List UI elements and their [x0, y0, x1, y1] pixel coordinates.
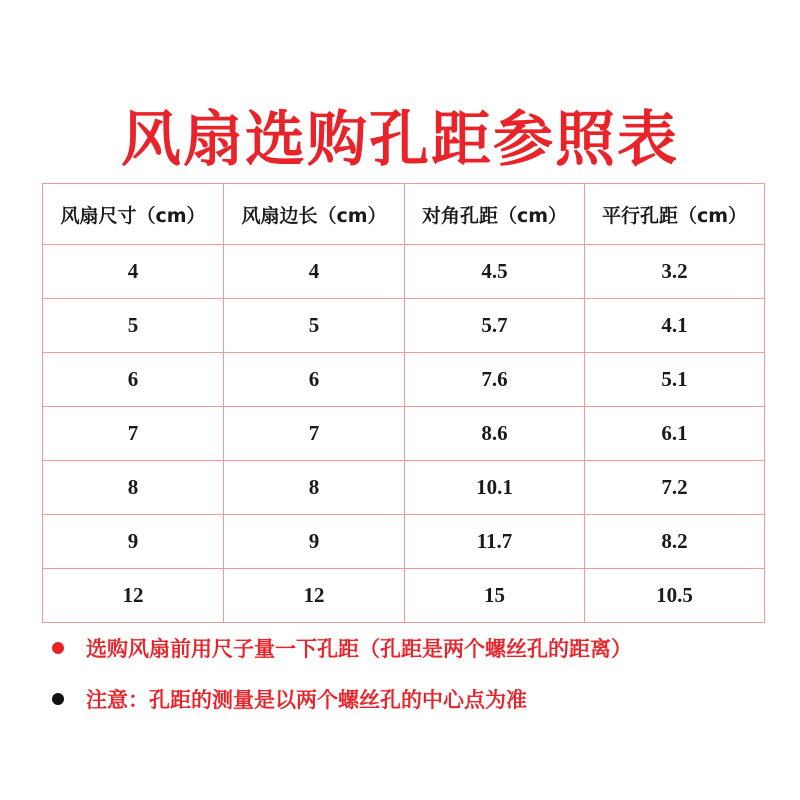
cell-fan-size: 9: [43, 515, 224, 569]
cell-side-length: 5: [224, 299, 405, 353]
cell-parallel-spacing: 4.1: [585, 299, 765, 353]
note-text: 选购风扇前用尺子量一下孔距（孔距是两个螺丝孔的距离）: [86, 637, 632, 661]
table-header-row: [43, 184, 765, 245]
bullet-dot-icon: [52, 642, 64, 654]
table-row: [43, 353, 765, 407]
cell-fan-size: 8: [43, 461, 224, 515]
cell-parallel-spacing: 6.1: [585, 407, 765, 461]
note-text: 注意：孔距的测量是以两个螺丝孔的中心点为准: [86, 688, 527, 712]
cell-parallel-spacing: 7.2: [585, 461, 765, 515]
note-measure-caution: [52, 684, 527, 714]
table-row: [43, 569, 765, 623]
cell-diagonal-spacing: 15: [405, 569, 585, 623]
cell-side-length: 8: [224, 461, 405, 515]
header-diagonal-spacing: 对角孔距（cm）: [405, 184, 585, 245]
table-row: [43, 461, 765, 515]
cell-side-length: 7: [224, 407, 405, 461]
header-parallel-spacing: 平行孔距（cm）: [585, 184, 765, 245]
cell-fan-size: 4: [43, 245, 224, 299]
cell-diagonal-spacing: 7.6: [405, 353, 585, 407]
cell-fan-size: 12: [43, 569, 224, 623]
cell-side-length: 12: [224, 569, 405, 623]
cell-fan-size: 6: [43, 353, 224, 407]
cell-parallel-spacing: 10.5: [585, 569, 765, 623]
cell-side-length: 4: [224, 245, 405, 299]
page-title: 风扇选购孔距参照表: [121, 105, 679, 175]
table-row: [43, 299, 765, 353]
header-side-length: 风扇边长（cm）: [224, 184, 405, 245]
cell-side-length: 6: [224, 353, 405, 407]
cell-diagonal-spacing: 11.7: [405, 515, 585, 569]
table-row: [43, 407, 765, 461]
cell-diagonal-spacing: 4.5: [405, 245, 585, 299]
cell-parallel-spacing: 3.2: [585, 245, 765, 299]
cell-diagonal-spacing: 10.1: [405, 461, 585, 515]
table-row: [43, 515, 765, 569]
cell-fan-size: 5: [43, 299, 224, 353]
cell-fan-size: 7: [43, 407, 224, 461]
cell-side-length: 9: [224, 515, 405, 569]
cell-parallel-spacing: 5.1: [585, 353, 765, 407]
hole-spacing-table: [42, 183, 765, 623]
header-fan-size: 风扇尺寸（cm）: [43, 184, 224, 245]
cell-diagonal-spacing: 8.6: [405, 407, 585, 461]
cell-diagonal-spacing: 5.7: [405, 299, 585, 353]
bullet-dot-icon: [52, 693, 64, 705]
cell-parallel-spacing: 8.2: [585, 515, 765, 569]
table-row: [43, 245, 765, 299]
note-measure-tip: [52, 633, 632, 663]
